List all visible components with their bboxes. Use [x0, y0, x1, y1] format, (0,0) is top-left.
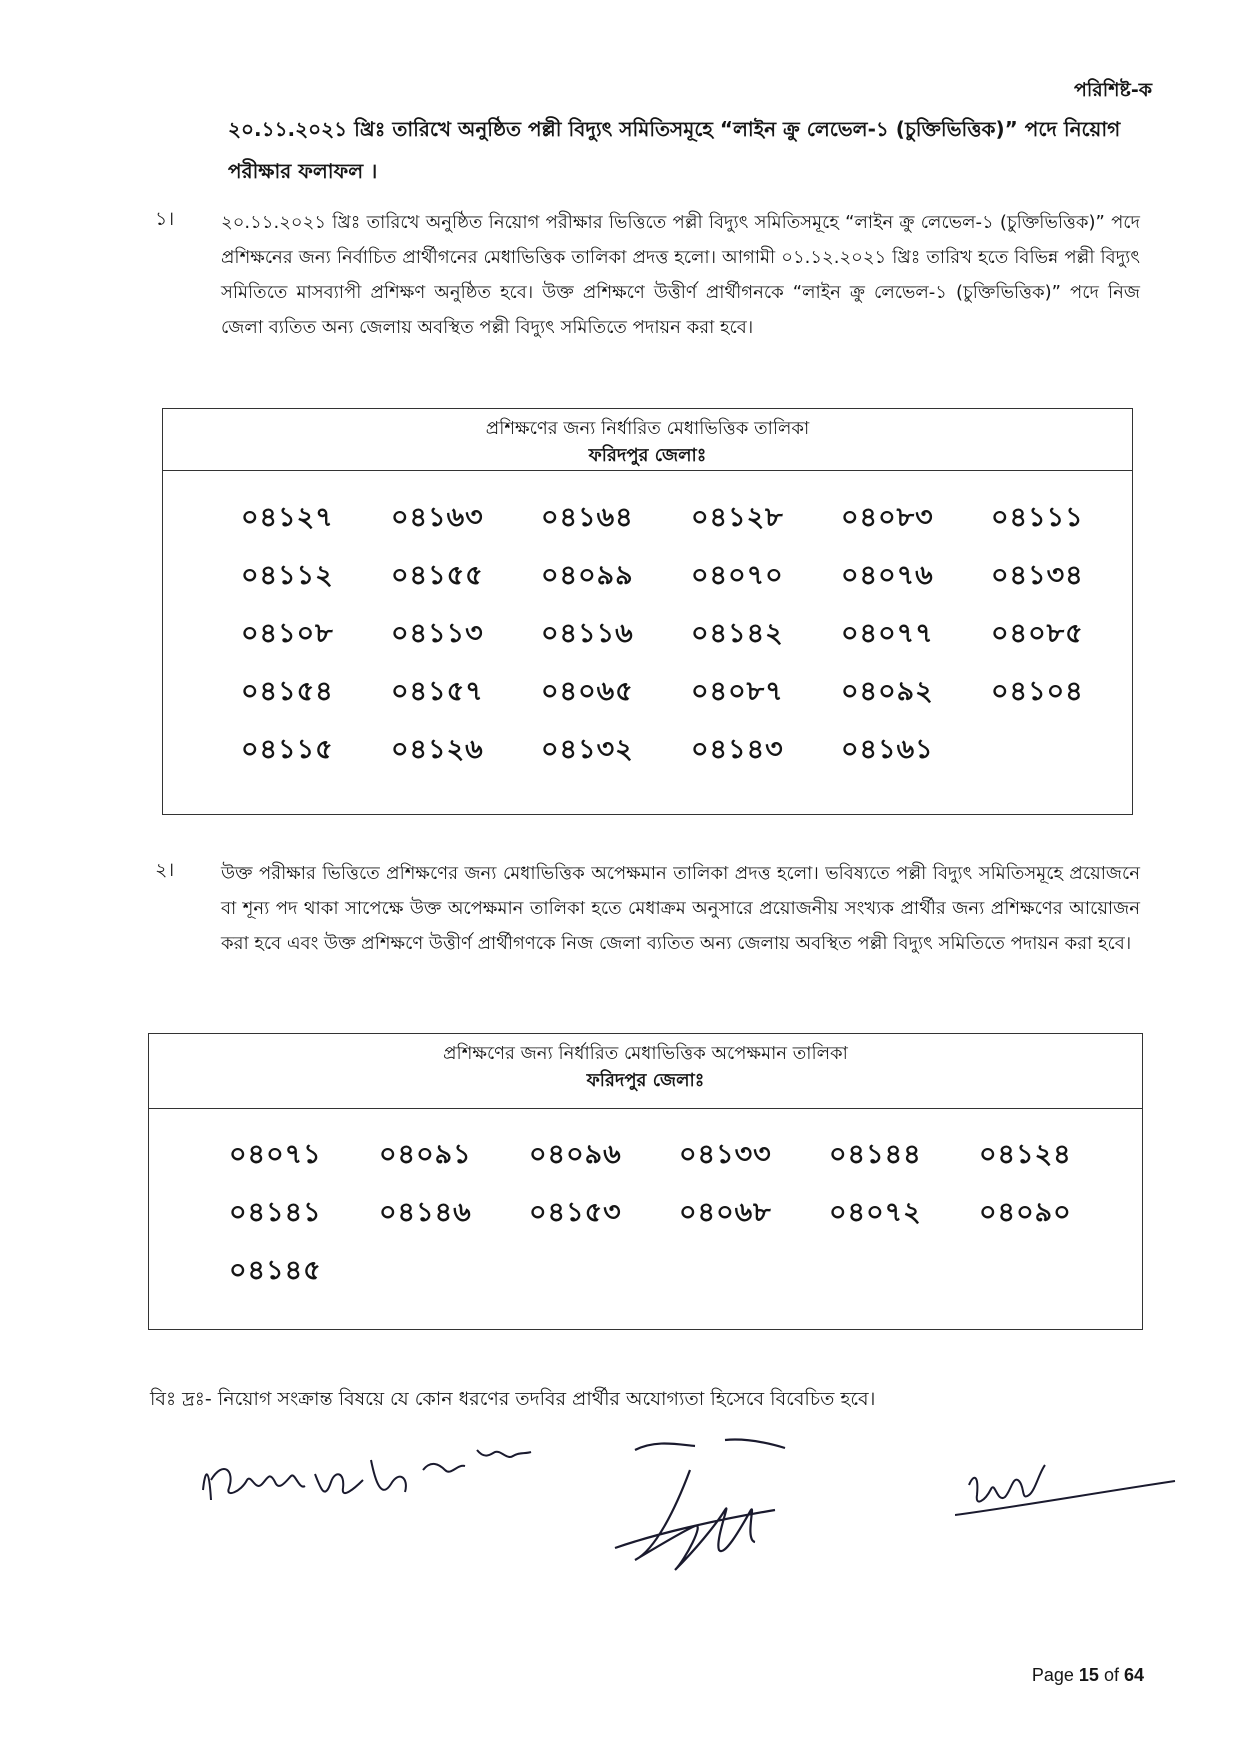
signature-1 [195, 1430, 615, 1540]
section-2 [155, 856, 1140, 961]
candidate-code: ০৪১২৬ [391, 734, 484, 765]
candidate-code: ০৪০৯৯ [541, 560, 634, 591]
candidate-code: ০৪০৬৮ [679, 1197, 772, 1228]
note: বিঃ দ্রঃ- নিয়োগ সংক্রান্ত বিষয়ে যে কোন ধরণের তদবির প্রার্থীর অযোগ্যতা হিসেবে বিবেচিত হবে। [150, 1388, 876, 1410]
candidate-code: ০৪১৪২ [691, 618, 784, 649]
merit-list-codes [241, 497, 1141, 787]
candidate-code: ০৪০৭০ [691, 560, 784, 591]
page-prefix: Page [1031, 1665, 1074, 1685]
candidate-code: ০৪১২৭ [241, 502, 334, 533]
merit-list-table [162, 408, 1133, 815]
candidate-code: ০৪০৭২ [829, 1197, 922, 1228]
signature-3 [955, 1445, 1195, 1555]
page-sep: of [1103, 1665, 1119, 1685]
page-number [1032, 1665, 1144, 1686]
candidate-code: ০৪০৭৭ [841, 618, 934, 649]
waiting-list-codes [229, 1134, 1129, 1308]
candidate-code: ০৪০৯০ [979, 1197, 1072, 1228]
candidate-code: ০৪১০৮ [241, 618, 334, 649]
candidate-code: ০৪১১২ [241, 560, 334, 591]
candidate-code: ০৪১৪৫ [229, 1255, 322, 1286]
section-2-text: উক্ত পরীক্ষার ভিত্তিতে প্রশিক্ষণের জন্য মেধাভিত্তিক অপেক্ষমান তালিকা প্রদত্ত হলো। ভবিষ্যতে পল্লী বিদ্যুৎ সমিতিসমূহে প্রয়োজনে বা শূন্য পদ থাকা সাপেক্ষে উক্ত অপেক্ষমান তালিকা হতে মেধাক্রম অনুসারে প্রয়োজনীয় সংখ্যক প্রার্থীর জন্য প্রশিক্ষণের আয়োজন করা হবে এবং উক্ত প্রশিক্ষণে উত্তীর্ণ প্রার্থীগণকে নিজ জেলা ব্যতিত অন্য জেলায় অবস্থিত পল্লী বিদ্যুৎ সমিতিতে পদায়ন করা হবে। [221, 863, 1140, 954]
candidate-code: ০৪০৯২ [841, 676, 934, 707]
candidate-code: ০৪০৭৬ [841, 560, 934, 591]
candidate-code: ০৪০৬৫ [541, 676, 634, 707]
candidate-code: ০৪১৪১ [229, 1197, 322, 1228]
candidate-code: ০৪১১৩ [391, 618, 484, 649]
candidate-code: ০৪১১৫ [241, 734, 334, 765]
waiting-list-header [149, 1034, 1142, 1109]
candidate-code: ০৪১৩২ [541, 734, 634, 765]
candidate-code: ০৪১৩৪ [991, 560, 1084, 591]
waiting-list-table [148, 1033, 1143, 1330]
page-current: 15 [1078, 1665, 1099, 1685]
candidate-code: ০৪০৯১ [379, 1139, 472, 1170]
candidate-code: ০৪১৪৪ [829, 1139, 922, 1170]
candidate-code: ০৪১৬৪ [541, 502, 634, 533]
candidate-code: ০৪১৫৩ [529, 1197, 622, 1228]
candidate-code: ০৪১৪৬ [379, 1197, 472, 1228]
candidate-code: ০৪১২৪ [979, 1139, 1072, 1170]
waiting-list-heading: প্রশিক্ষণের জন্য নির্ধারিত মেধাভিত্তিক অপেক্ষমান তালিকা [443, 1043, 848, 1064]
candidate-code: ০৪০৭১ [229, 1139, 322, 1170]
candidate-code: ০৪১০৪ [991, 676, 1084, 707]
candidate-code: ০৪১৬৩ [391, 502, 484, 533]
page-total: 64 [1123, 1665, 1144, 1685]
section-1-text: ২০.১১.২০২১ খ্রিঃ তারিখে অনুষ্ঠিত নিয়োগ পরীক্ষার ভিত্তিতে পল্লী বিদ্যুৎ সমিতিসমূহে “লাইন ক্রু লেভেল-১ (চুক্তিভিত্তিক)” পদে প্রশিক্ষনের জন্য নির্বাচিত প্রার্থীগনের মেধাভিত্তিক তালিকা প্রদত্ত হলো। আগামী ০১.১২.২০২১ খ্রিঃ তারিখ হতে বিভিন্ন পল্লী বিদ্যুৎ সমিতিতে মাসব্যাপী প্রশিক্ষণ অনুষ্ঠিত হবে। উক্ত প্রশিক্ষণে উত্তীর্ণ প্রার্থীগনকে “লাইন ক্রু লেভেল-১ (চুক্তিভিত্তিক)” পদে নিজ জেলা ব্যতিত অন্য জেলায় অবস্থিত পল্লী বিদ্যুৎ সমিতিতে পদায়ন করা হবে। [221, 212, 1140, 338]
document-title: ২০.১১.২০২১ খ্রিঃ তারিখে অনুষ্ঠিত পল্লী বিদ্যুৎ সমিতিসমূহে “লাইন ক্রু লেভেল-১ (চুক্তিভিত্তিক)” পদে নিয়োগ পরীক্ষার ফলাফল । [228, 117, 1121, 183]
candidate-code: ০৪১১৬ [541, 618, 634, 649]
merit-list-heading: প্রশিক্ষণের জন্য নির্ধারিত মেধাভিত্তিক তালিকা [485, 418, 810, 439]
candidate-code: ০৪১২৮ [691, 502, 784, 533]
candidate-code: ০৪১৫৫ [391, 560, 484, 591]
candidate-code: ০৪১৫৪ [241, 676, 334, 707]
appendix-tag: পরিশিষ্ট-ক [1073, 79, 1152, 101]
candidate-code: ০৪১৬১ [841, 734, 934, 765]
section-2-number: ২। [155, 859, 175, 881]
candidate-code: ০৪১১১ [991, 502, 1084, 533]
merit-list-header [163, 409, 1132, 471]
candidate-code: ০৪০৯৬ [529, 1139, 622, 1170]
candidate-code: ০৪০৮৭ [691, 676, 784, 707]
waiting-list-district: ফরিদপুর জেলাঃ [586, 1070, 705, 1091]
section-1 [155, 205, 1140, 345]
section-1-number: ১। [155, 208, 175, 230]
candidate-code: ০৪১৫৭ [391, 676, 484, 707]
merit-list-district: ফরিদপুর জেলাঃ [588, 445, 707, 466]
candidate-code: ০৪১৪৩ [691, 734, 784, 765]
candidate-code: ০৪০৮৩ [841, 502, 934, 533]
candidate-code: ০৪০৮৫ [991, 618, 1084, 649]
signature-2 [595, 1430, 815, 1590]
candidate-code: ০৪১৩৩ [679, 1139, 772, 1170]
